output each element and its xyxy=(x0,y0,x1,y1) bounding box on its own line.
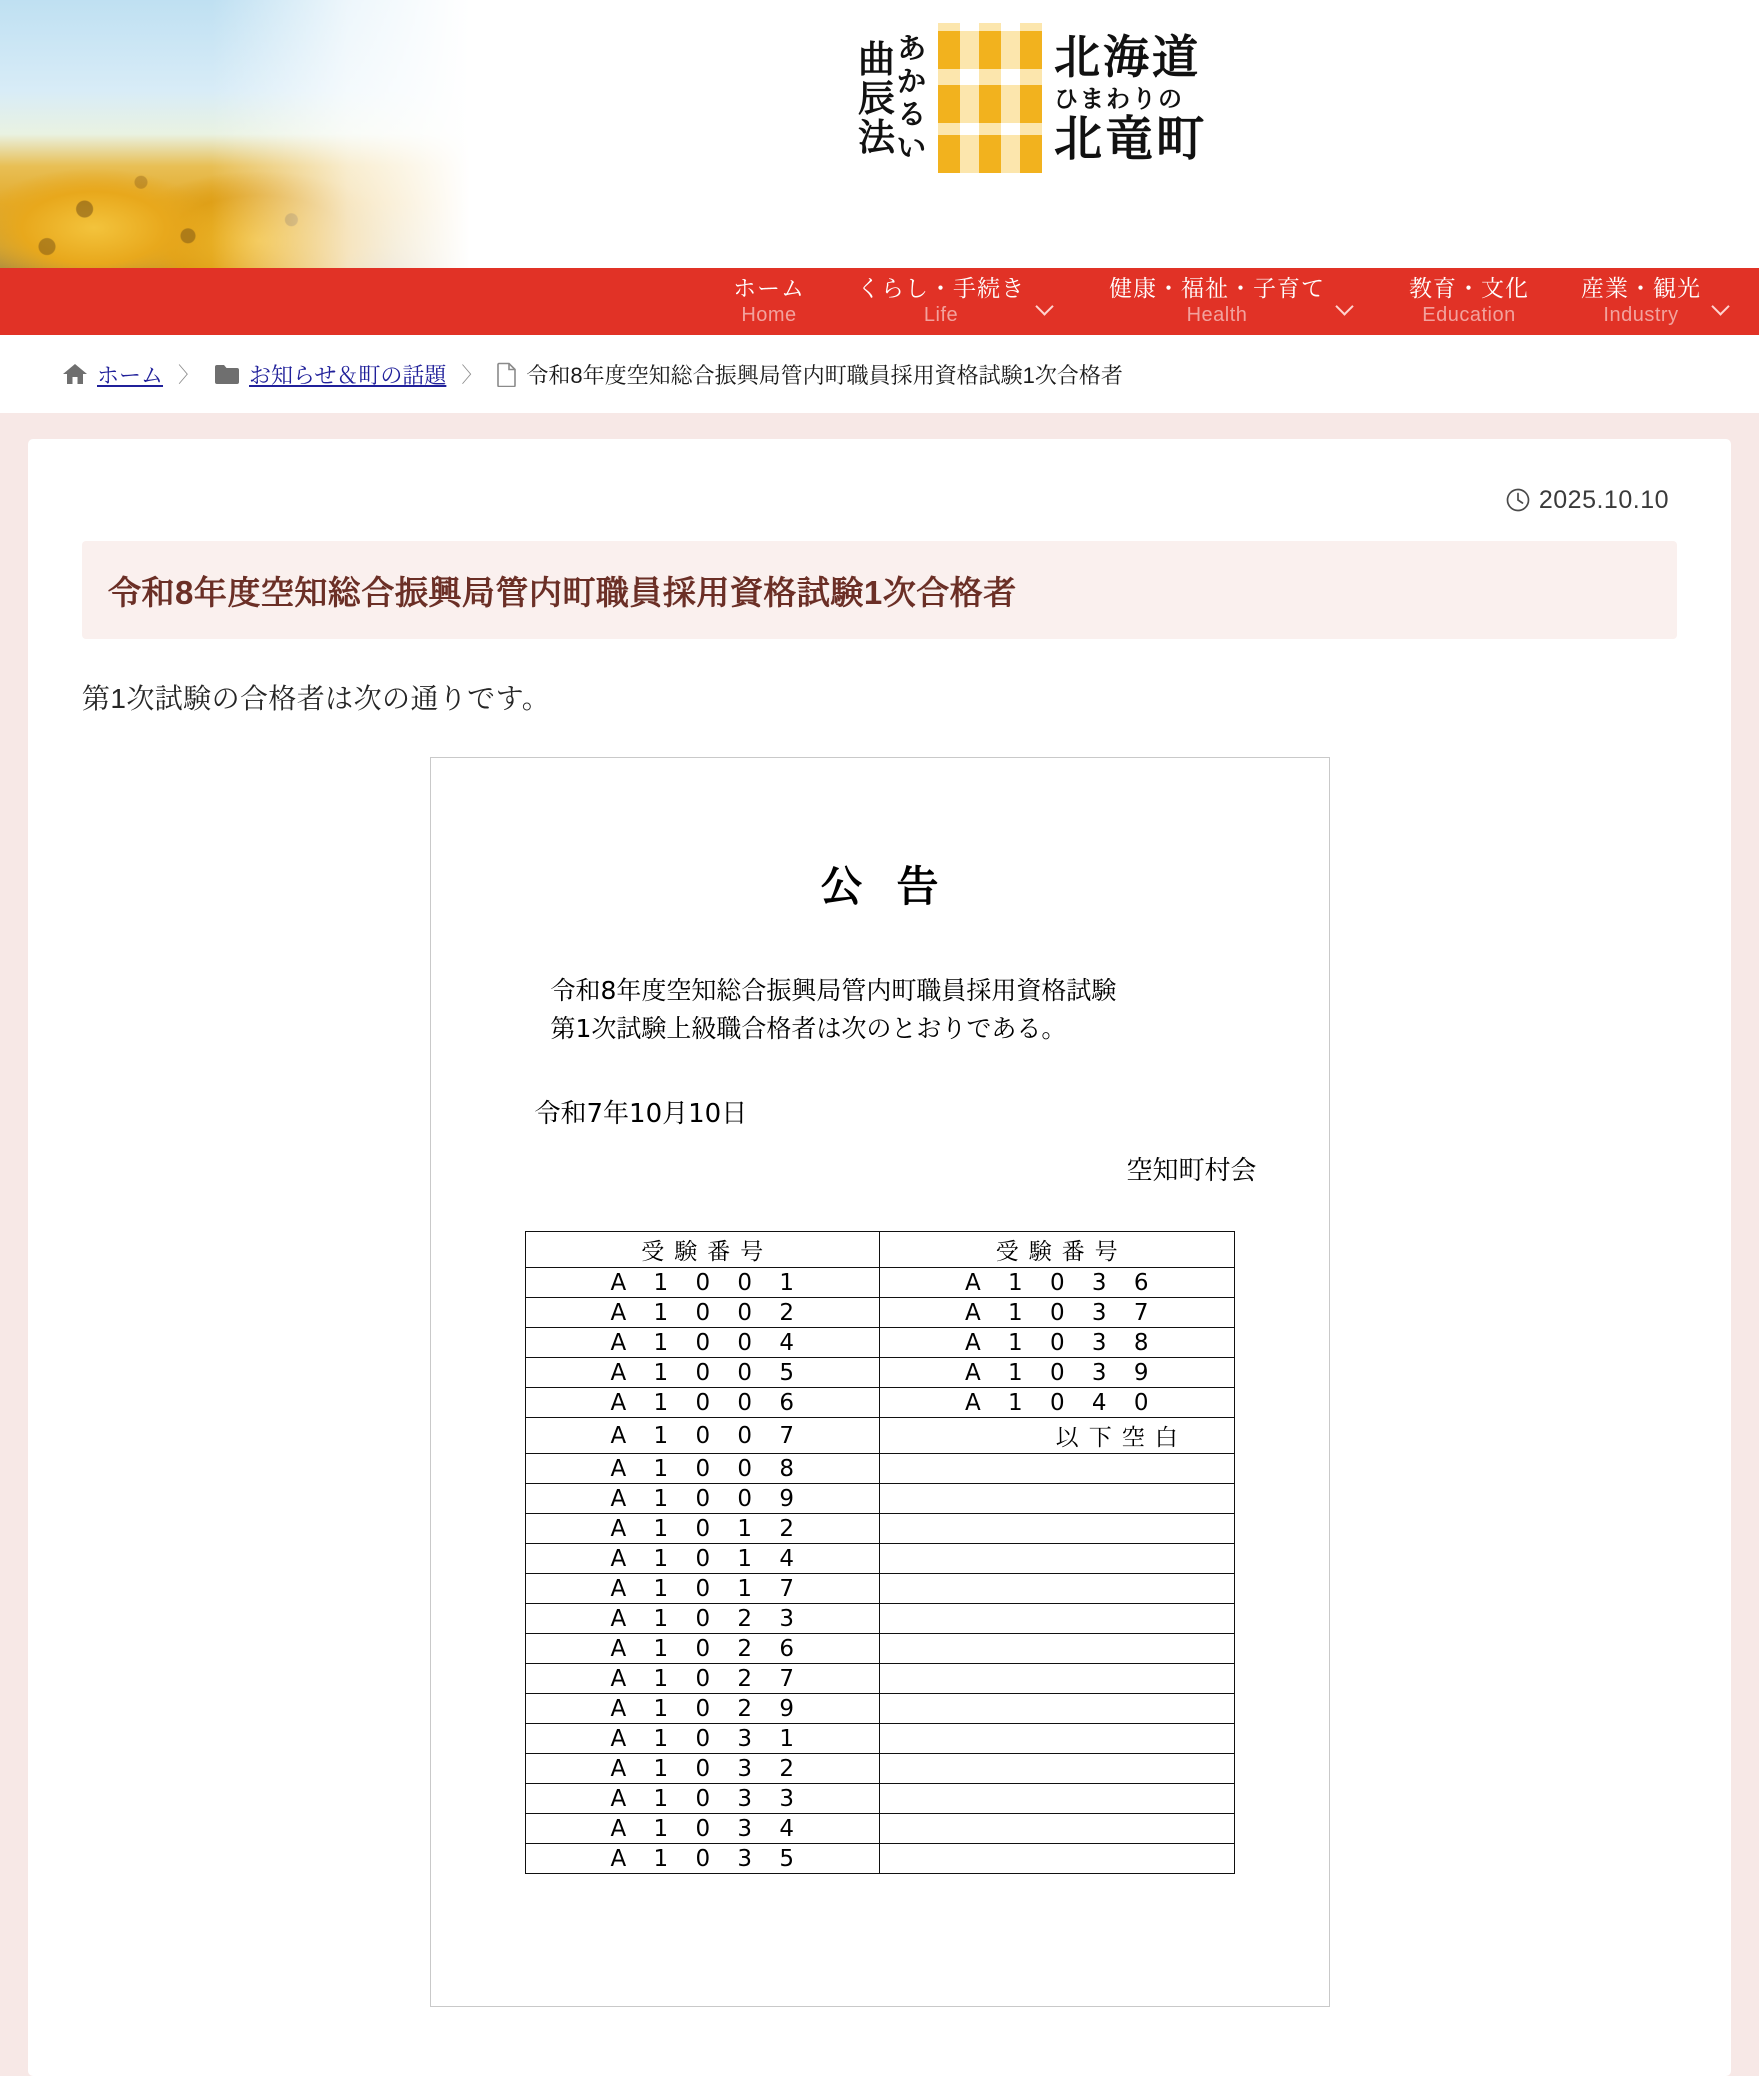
nav-item-industry-en: Industry xyxy=(1603,304,1679,327)
exam-number-cell-left: A 1 0 0 6 xyxy=(525,1388,880,1418)
nav-item-education-en: Education xyxy=(1422,304,1516,327)
nav-item-life[interactable] xyxy=(831,268,1083,335)
exam-number-table-body xyxy=(525,1268,1234,1874)
exam-number-cell-right xyxy=(880,1544,1235,1574)
logo-brush-kana-2: か xyxy=(895,63,928,99)
notice-heading: 公告 xyxy=(820,862,973,911)
home-icon xyxy=(62,362,88,386)
notice-document-image[interactable] xyxy=(430,757,1330,2007)
nav-item-life-ja: くらし・手続き xyxy=(857,275,1025,302)
exam-number-cell-left: A 1 0 0 4 xyxy=(525,1328,880,1358)
nav-item-education[interactable] xyxy=(1383,268,1555,335)
nav-item-education-ja: 教育・文化 xyxy=(1409,275,1529,302)
logo-brush-kanji-2: 辰 xyxy=(858,75,895,120)
table-row xyxy=(525,1694,1234,1724)
exam-number-cell-right xyxy=(880,1514,1235,1544)
exam-number-cell-right xyxy=(880,1724,1235,1754)
logo-brush-kanji-3: 法 xyxy=(858,114,895,159)
table-header-right: 受験番号 xyxy=(880,1232,1235,1268)
exam-number-cell-left: A 1 0 3 4 xyxy=(525,1814,880,1844)
nav-item-life-en: Life xyxy=(923,304,959,327)
table-row xyxy=(525,1268,1234,1298)
logo-brush-kana-1: あ xyxy=(895,30,928,66)
notice-issuer: 空知町村会 xyxy=(1126,1156,1257,1186)
exam-number-cell-right xyxy=(880,1574,1235,1604)
table-row xyxy=(525,1454,1234,1484)
table-row xyxy=(525,1358,1234,1388)
nav-item-health[interactable] xyxy=(1083,268,1383,335)
chevron-down-icon[interactable] xyxy=(1035,297,1057,319)
exam-number-cell-right xyxy=(880,1664,1235,1694)
main-navigation xyxy=(0,268,1759,335)
breadcrumb-separator: 〉 xyxy=(178,364,200,387)
exam-number-cell-right xyxy=(880,1454,1235,1484)
table-row xyxy=(525,1754,1234,1784)
exam-number-cell-left: A 1 0 3 5 xyxy=(525,1844,880,1874)
exam-number-cell-right xyxy=(880,1604,1235,1634)
logo-brush-calligraphy xyxy=(858,32,926,164)
logo-brush-kana-3: る xyxy=(895,96,928,132)
notice-body-line-2: 第1次試験上級職合格者は次のとおりである。 xyxy=(550,1013,1067,1043)
exam-number-cell-right xyxy=(880,1634,1235,1664)
exam-number-cell-right: A 1 0 3 8 xyxy=(880,1328,1235,1358)
exam-number-cell-right xyxy=(880,1694,1235,1724)
exam-number-cell-right: 以下空白 xyxy=(880,1418,1235,1454)
nav-item-health-ja: 健康・福祉・子育て xyxy=(1109,275,1325,302)
breadcrumb-current-label: 令和8年度空知総合振興局管内町職員採用資格試験1次合格者 xyxy=(526,362,1123,388)
table-row xyxy=(525,1484,1234,1514)
exam-number-table xyxy=(525,1231,1235,1874)
nav-item-home[interactable] xyxy=(707,268,831,335)
site-logo[interactable] xyxy=(858,18,1207,178)
table-header-left: 受験番号 xyxy=(525,1232,880,1268)
hero-fade-overlay xyxy=(0,0,470,268)
nav-item-industry-ja: 産業・観光 xyxy=(1581,275,1701,302)
nav-item-industry[interactable] xyxy=(1555,268,1759,335)
table-row xyxy=(525,1844,1234,1874)
logo-brush-kana-4: い xyxy=(895,129,928,165)
exam-number-cell-right xyxy=(880,1814,1235,1844)
exam-number-cell-left: A 1 0 1 2 xyxy=(525,1514,880,1544)
table-row xyxy=(525,1388,1234,1418)
exam-number-cell-right xyxy=(880,1784,1235,1814)
logo-brush-kanji-1: 曲 xyxy=(858,36,895,81)
table-row xyxy=(525,1418,1234,1454)
table-row xyxy=(525,1328,1234,1358)
page-body xyxy=(0,413,1759,2076)
breadcrumb-item-section[interactable] xyxy=(214,359,446,390)
exam-number-cell-left: A 1 0 3 1 xyxy=(525,1724,880,1754)
page-title: 令和8年度空知総合振興局管内町職員採用資格試験1次合格者 xyxy=(82,541,1677,639)
notice-date: 令和7年10月10日 xyxy=(534,1099,748,1129)
exam-number-cell-left: A 1 0 3 2 xyxy=(525,1754,880,1784)
chevron-down-icon[interactable] xyxy=(1335,297,1357,319)
article-date-text: 2025.10.10 xyxy=(1538,485,1669,514)
logo-town-name xyxy=(1054,29,1208,167)
exam-number-cell-left: A 1 0 0 9 xyxy=(525,1484,880,1514)
exam-number-cell-left: A 1 0 2 9 xyxy=(525,1694,880,1724)
table-row xyxy=(525,1574,1234,1604)
table-row xyxy=(525,1514,1234,1544)
nav-item-home-ja: ホーム xyxy=(733,275,805,302)
table-row xyxy=(525,1814,1234,1844)
exam-number-cell-left: A 1 0 2 6 xyxy=(525,1634,880,1664)
article-lede: 第1次試験の合格者は次の通りです。 xyxy=(82,683,551,714)
article-card xyxy=(28,439,1731,2076)
folder-icon xyxy=(214,364,240,385)
breadcrumb-item-current xyxy=(497,359,1122,390)
breadcrumb-link-home[interactable]: ホーム xyxy=(97,362,164,388)
exam-number-cell-right xyxy=(880,1844,1235,1874)
table-header-row xyxy=(525,1232,1234,1268)
logo-line-himawari: ひまわりの xyxy=(1054,84,1185,113)
breadcrumb-link-section[interactable]: お知らせ＆町の話題 xyxy=(249,362,447,388)
logo-line-hokuryu: 北竜町 xyxy=(1054,110,1208,167)
breadcrumb-separator: 〉 xyxy=(461,364,483,387)
exam-number-cell-left: A 1 0 0 7 xyxy=(525,1418,880,1454)
exam-number-cell-left: A 1 0 0 5 xyxy=(525,1358,880,1388)
exam-number-cell-right: A 1 0 3 6 xyxy=(880,1268,1235,1298)
exam-number-cell-left: A 1 0 2 7 xyxy=(525,1664,880,1694)
clock-icon xyxy=(1505,487,1531,513)
nav-item-health-en: Health xyxy=(1186,304,1248,327)
logo-line-hokkaido: 北海道 xyxy=(1054,29,1202,84)
table-row xyxy=(525,1298,1234,1328)
exam-number-cell-left: A 1 0 0 8 xyxy=(525,1454,880,1484)
exam-number-cell-right xyxy=(880,1484,1235,1514)
table-row xyxy=(525,1604,1234,1634)
exam-number-cell-right: A 1 0 3 7 xyxy=(880,1298,1235,1328)
exam-number-cell-left: A 1 0 1 4 xyxy=(525,1544,880,1574)
table-row xyxy=(525,1724,1234,1754)
article-date xyxy=(82,483,1669,517)
table-row xyxy=(525,1634,1234,1664)
exam-number-cell-right xyxy=(880,1754,1235,1784)
exam-number-cell-right: A 1 0 3 9 xyxy=(880,1358,1235,1388)
breadcrumb-item-home[interactable] xyxy=(62,359,163,390)
document-icon xyxy=(497,362,517,387)
exam-number-cell-left: A 1 0 1 7 xyxy=(525,1574,880,1604)
table-row xyxy=(525,1544,1234,1574)
chevron-down-icon[interactable] xyxy=(1711,297,1733,319)
notice-body-line-1: 令和8年度空知総合振興局管内町職員採用資格試験 xyxy=(550,976,1117,1005)
table-row xyxy=(525,1784,1234,1814)
site-header xyxy=(0,0,1759,268)
table-row xyxy=(525,1664,1234,1694)
logo-checker-pattern-icon xyxy=(938,23,1042,173)
exam-number-cell-left: A 1 0 0 2 xyxy=(525,1298,880,1328)
exam-number-cell-left: A 1 0 2 3 xyxy=(525,1604,880,1634)
exam-number-cell-right: A 1 0 4 0 xyxy=(880,1388,1235,1418)
notice-table-wrap xyxy=(431,1231,1329,1874)
exam-number-cell-left: A 1 0 3 3 xyxy=(525,1784,880,1814)
breadcrumb xyxy=(0,335,1759,413)
nav-item-home-en: Home xyxy=(741,304,797,327)
nav-items xyxy=(707,268,1759,335)
notice-body xyxy=(431,972,1329,1047)
exam-number-cell-left: A 1 0 0 1 xyxy=(525,1268,880,1298)
